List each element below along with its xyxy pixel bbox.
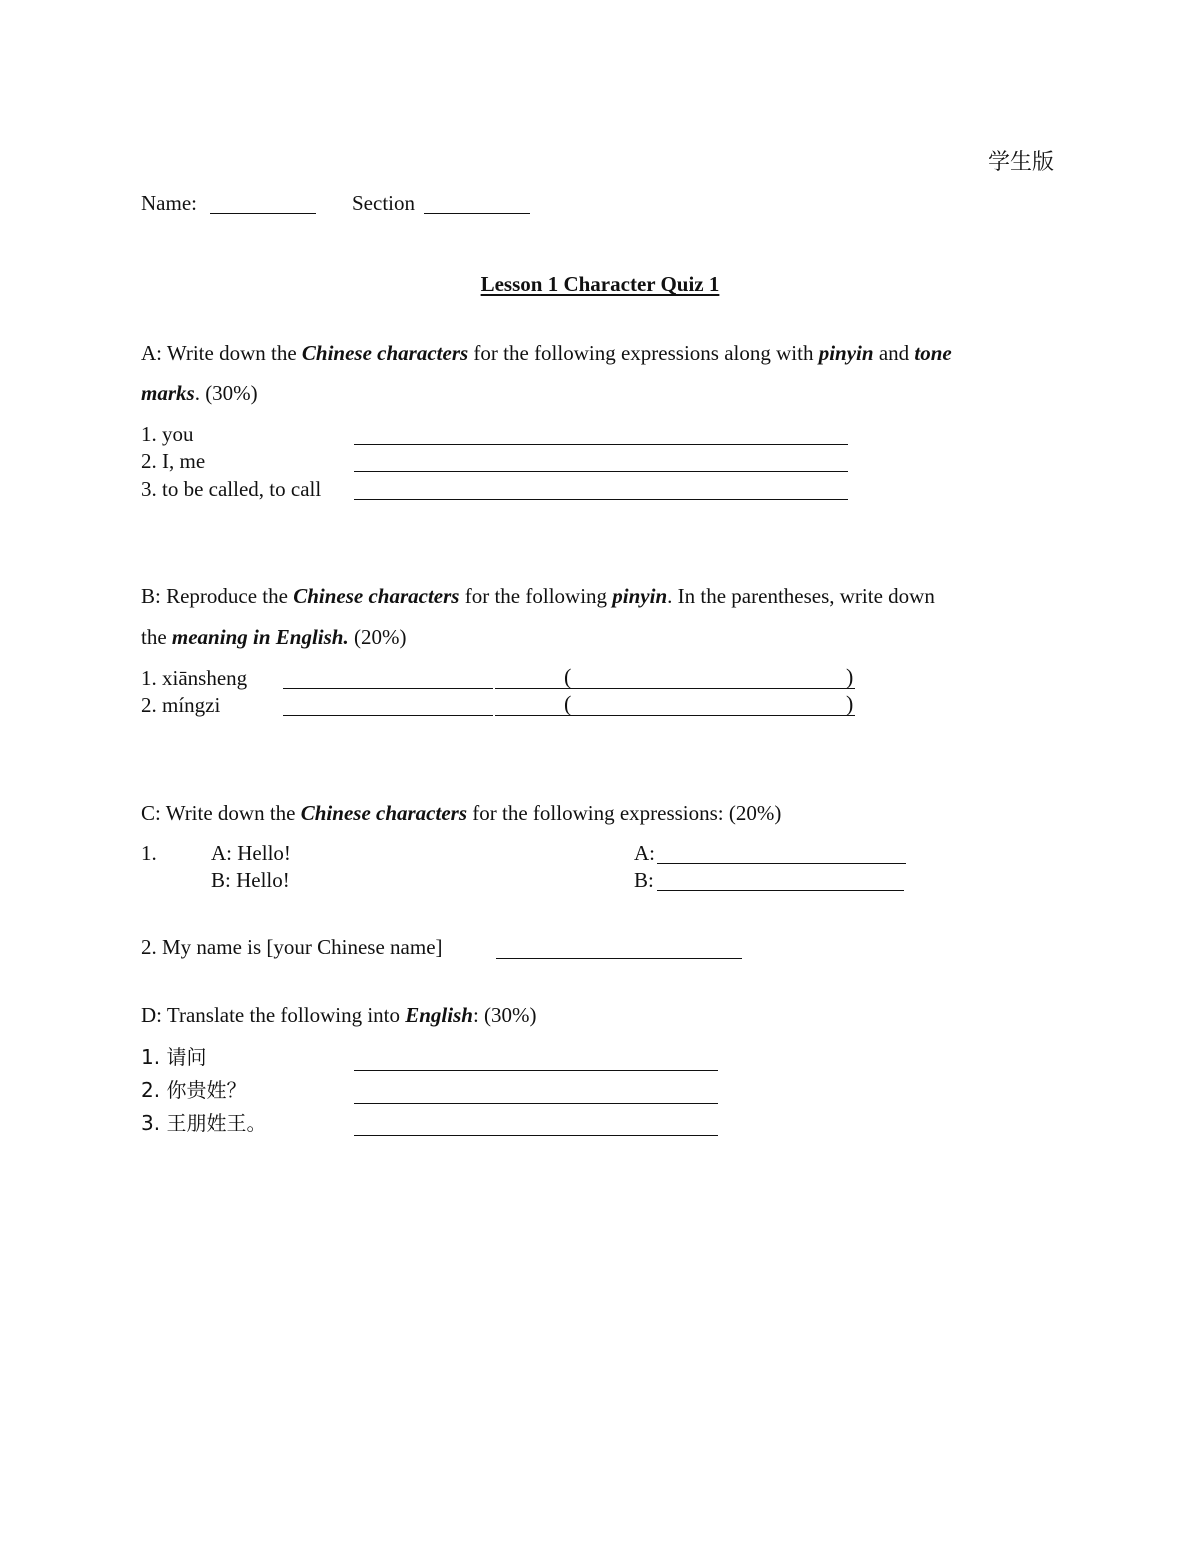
translation-blank[interactable] — [354, 1135, 718, 1136]
dialogue-answer-blank[interactable] — [657, 890, 904, 891]
section-b-meaning-blank[interactable] — [495, 688, 855, 689]
section-a-instruction: A: Write down the Chinese characters for the following expressions along with pinyin and tone — [141, 341, 952, 365]
section-a-item: 3. to be called, to call — [141, 477, 322, 501]
open-paren: ( — [564, 664, 572, 689]
section-a-item: 2. I, me — [141, 449, 206, 473]
name-label: Name: — [141, 191, 197, 215]
chinese-name-blank[interactable] — [496, 958, 742, 959]
section-d-instruction: D: Translate the following into English: (30%) — [141, 1003, 537, 1027]
page-title: Lesson 1 Character Quiz 1 — [480, 272, 720, 296]
dialogue-line: B: Hello! — [211, 868, 290, 892]
section-a-instruction-cont: marks. (30%) — [141, 381, 258, 405]
section-label: Section — [352, 191, 415, 215]
dialogue-answer-blank[interactable] — [657, 863, 906, 864]
answer-label: B: — [634, 868, 654, 892]
section-d-item: 3. 王朋姓王。 — [141, 1111, 267, 1135]
close-paren: ) — [846, 664, 854, 689]
section-a-answer-blank[interactable] — [354, 471, 848, 472]
dialogue-line: A: Hello! — [211, 841, 291, 865]
version-label: 学生版 — [988, 150, 1055, 175]
section-b-instruction: B: Reproduce the Chinese characters for the following pinyin. In the parentheses, write down — [141, 584, 935, 608]
section-blank[interactable] — [424, 213, 530, 214]
section-b-meaning-blank[interactable] — [495, 715, 855, 716]
section-a-answer-blank[interactable] — [354, 499, 848, 500]
section-b-item: 2. míngzi — [141, 693, 221, 717]
section-a-item: 1. you — [141, 422, 194, 446]
section-b-character-blank[interactable] — [283, 688, 493, 689]
section-b-instruction-cont: the meaning in English. (20%) — [141, 625, 407, 649]
section-c-item: 2. My name is [your Chinese name] — [141, 935, 443, 959]
section-c-instruction: C: Write down the Chinese characters for the following expressions: (20%) — [141, 801, 782, 825]
section-a-answer-blank[interactable] — [354, 444, 848, 445]
section-b-item: 1. xiānsheng — [141, 666, 248, 690]
open-paren: ( — [564, 691, 572, 716]
close-paren: ) — [846, 691, 854, 716]
section-d-item: 1. 请问 — [141, 1045, 207, 1069]
translation-blank[interactable] — [354, 1070, 718, 1071]
section-d-item: 2. 你贵姓？ — [141, 1078, 247, 1102]
answer-label: A: — [634, 841, 655, 865]
name-blank[interactable] — [210, 213, 316, 214]
section-b-character-blank[interactable] — [283, 715, 493, 716]
translation-blank[interactable] — [354, 1103, 718, 1104]
section-c-item-number: 1. — [141, 841, 157, 865]
